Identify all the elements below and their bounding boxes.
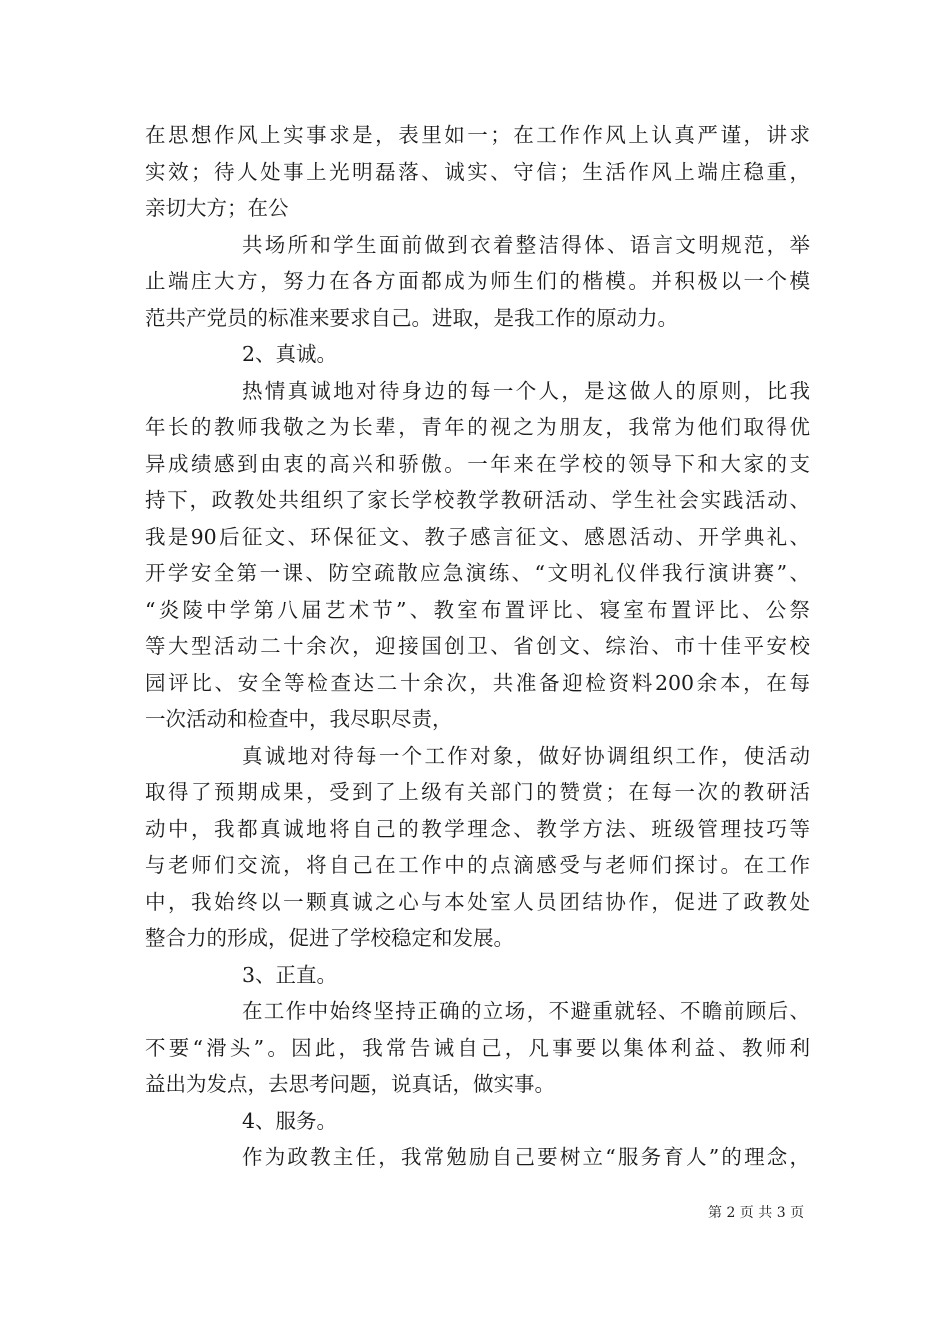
text-line: 范共产党员的标准来要求自己。进取，是我工作的原动力。: [145, 305, 678, 330]
text-line: 在工作中始终坚持正确的立场，不避重就轻、不瞻前顾后、: [242, 999, 810, 1023]
text-line: 园评比、安全等检查达二十余次，共准备迎检资料200余本，在每: [145, 670, 810, 695]
text-line: 等大型活动二十余次，迎接国创卫、省创文、综治、市十佳平安校: [145, 634, 810, 658]
text-line: 异成绩感到由衷的高兴和骄傲。一年来在学校的领导下和大家的支: [145, 451, 810, 476]
text-line: 热情真诚地对待身边的每一个人，是这做人的原则，比我: [242, 378, 810, 403]
text-line: 与老师们交流，将自己在工作中的点滴感受与老师们探讨。在工作: [145, 853, 810, 877]
text-line: 开学安全第一课、防空疏散应急演练、“文明礼仪伴我行演讲赛”、: [145, 561, 810, 585]
text-line: 一次活动和检查中，我尽职尽责，: [145, 707, 453, 731]
document-body: [145, 117, 810, 1176]
text-line: 2、真诚。: [242, 342, 338, 366]
text-line: 4、服务。: [242, 1108, 338, 1133]
text-line: 取得了预期成果，受到了上级有关部门的赞赏；在每一次的教研活: [145, 780, 810, 804]
text-line: 整合力的形成，促进了学校稳定和发展。: [145, 926, 514, 950]
page-number-footer: 第 2 页 共 3 页: [708, 1205, 805, 1221]
text-line: 作为政教主任，我常勉励自己要树立“服务育人”的理念，: [242, 1145, 810, 1169]
text-line: 在思想作风上实事求是，表里如一；在工作作风上认真严谨，讲求: [145, 123, 810, 147]
text-line: 中，我始终以一颗真诚之心与本处室人员团结协作，促进了政教处: [145, 889, 810, 914]
text-line: 益出为发点，去思考问题，说真话，做实事。: [145, 1072, 555, 1096]
text-line: 不要“滑头”。因此，我常告诫自己，凡事要以集体利益、教师利: [145, 1035, 810, 1060]
text-line: 共场所和学生面前做到衣着整洁得体、语言文明规范，举: [242, 232, 810, 257]
text-line: 亲切大方；在公: [145, 196, 289, 220]
text-line: “炎陵中学第八届艺术节”、教室布置评比、寝室布置评比、公祭: [145, 597, 810, 622]
text-line: 我是90后征文、环保征文、教子感言征文、感恩活动、开学典礼、: [145, 524, 810, 549]
text-line: 真诚地对待每一个工作对象，做好协调组织工作，使活动: [242, 743, 810, 768]
text-line: 动中，我都真诚地将自己的教学理念、教学方法、班级管理技巧等: [145, 816, 810, 841]
text-line: 持下，政教处共组织了家长学校教学教研活动、学生社会实践活动、: [145, 488, 810, 512]
text-line: 3、正直。: [242, 962, 338, 987]
text-line: 实效；待人处事上光明磊落、诚实、守信；生活作风上端庄稳重，: [145, 159, 810, 184]
text-line: 年长的教师我敬之为长辈，青年的视之为朋友，我常为他们取得优: [145, 415, 810, 439]
text-line: 止端庄大方，努力在各方面都成为师生们的楷模。并积极以一个模: [145, 269, 810, 293]
